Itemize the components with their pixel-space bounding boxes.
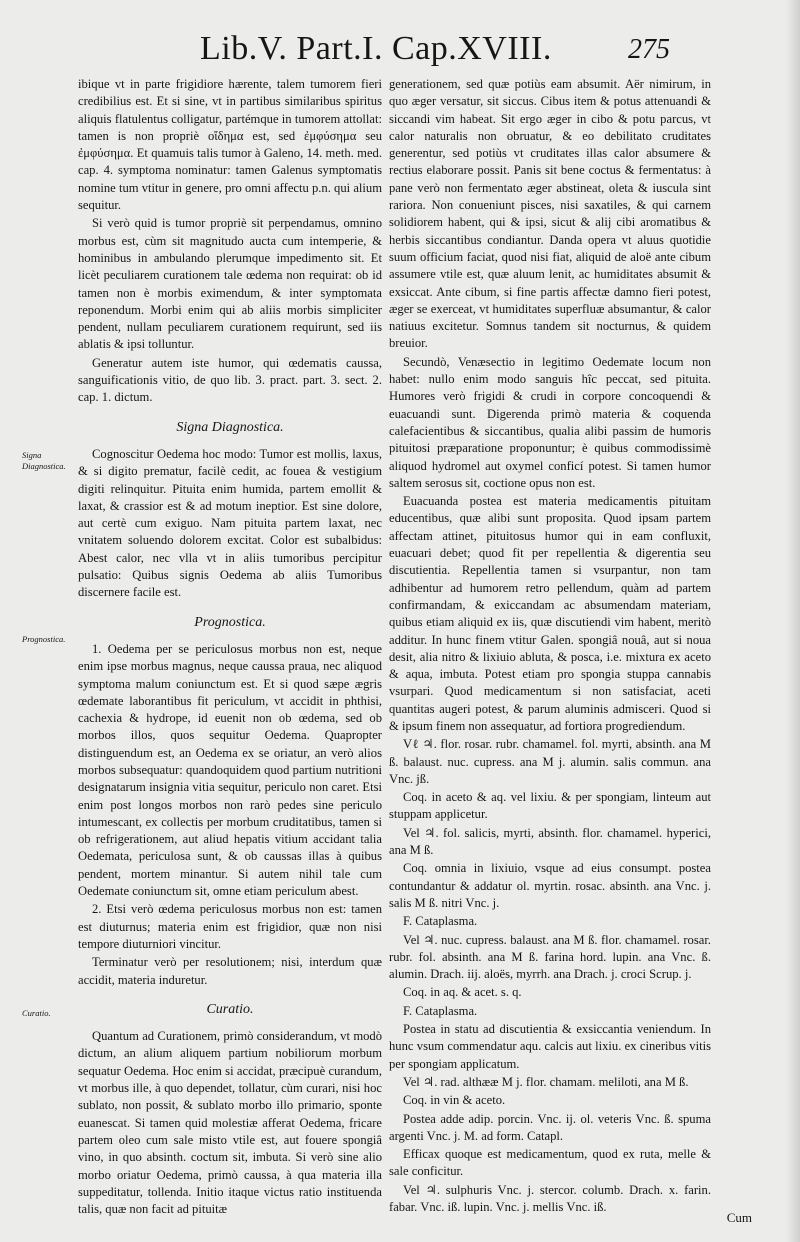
recipe-instruction: F. Cataplasma. (403, 1003, 478, 1018)
section-heading-curatio: Curatio. (206, 1001, 254, 1017)
recipe-instruction: Coq. in aceto & aq. vel lixiu. & per spongiam, linteum aut stuppam applicetur. (389, 790, 711, 822)
recipe: Vel ♃. sulphuris Vnc. j. stercor. columb. Drach. x. farin. fabar. Vnc. iß. lupin. Vnc. j. mellis Vnc. iß. (389, 1182, 711, 1214)
recipe: Vℓ ♃. flor. rosar. rubr. chamamel. fol. myrti, absinth. ana M ß. balaust. nuc. cupress. ana M j. alumin. salis commun. ana Vnc. jß. (389, 737, 711, 786)
paragraph: Si verò quid is tumor propriè sit perpendamus, omnino morbus est, cùm sit magnitudo aucta cum intemperie, & hominibus in ambulando plerumque impedimento sit. Et licèt peculiarem curationem tale œdema non requirat: ob id tamen non è morbis eximendum, & inter symptomata reponendum. Morbi enim qui ab aliis morbis simpliciter pendent, nullam peculiarem curationem requirunt, sed iis ablatis & ipsi tolluntur. (78, 216, 382, 352)
recipe-instruction: Coq. in vin & aceto. (403, 1093, 506, 1108)
paragraph: Secundò, Venæsectio in legitimo Oedemate locum non habet: nullo enim modo sanguis hîc peccat, sed pituita. Humores verò frigidi & crudi in corpore concoquendi & euacuandi sunt. Digerenda primò materia & coquenda calefacientibus & siccantibus, qualia alibi passim de humoris pituitosi præparatione proponuntur; è quibus commodissimè aliquod hydromel aut oxymel conficí potest. Si tamen humor saltem serosus sit, coctione opus non est. (389, 354, 711, 490)
paragraph: ibique vt in parte frigidiore hærente, talem tumorem fieri credibilius est. Et si sine, vt in partibus similaribus spiritus aliquis flatulentus colligatur, partémque in tumorem attollat: tamen is non propriè οἴδημα est, sed ἐμφύσημα seu ἐμφύσημα. Et quamuis talis tumor à Galeno, 14. meth. med. cap. 4. symptoma nominatur: tamen Galenus symptomatis nomine tum vtitur in genere, pro omni affectu p.n. qui alium sequitur. (78, 77, 382, 213)
paragraph: Quantum ad Curationem, primò considerandum, vt modò dictum, an alium aliquem partium nobiliorum morbum sequatur Oedema. Hoc enim si accidat, præcipuè curandum, vt morbus ille, à quo dependet, tollatur, cùm curari, nisi hoc sublato, non possit, & sublato morbo illo primario, sponte euanescat. Si tamen quid molestiæ afferat Oedema, fricare partem oleo cum sale misto vtile est, aut fouere spongiâ vino, in quo absinth. coctum sit, imbuta. Si verò sine alio morbo oriatur Oedema, primò caussa, à qua materia illa suppeditatur, tollenda. Initio itaque victus ratio instituenda talis, quæ non facit ad pituitæ (78, 1029, 382, 1217)
paragraph: 2. Etsi verò œdema periculosus morbus non est: tamen est diuturnus; materia enim est frigidior, quæ non nisi tempore diuturniori vincitur. (78, 902, 382, 951)
right-column (389, 76, 711, 1216)
section-heading-diagnosis: Signa Diagnostica. (176, 419, 284, 435)
paragraph: Postea in statu ad discutientia & exsiccantia veniendum. In hunc vsum commendatur aqu. calcis aut lixiu. ex cineribus vitis per spongiam applicatum. (389, 1022, 711, 1071)
left-column (78, 76, 382, 1218)
paragraph: Generatur autem iste humor, qui œdematis caussa, sanguificationis vitio, de quo lib. 3. pract. part. 3. sect. 2. cap. 1. dictum. (78, 355, 382, 405)
recipe-instruction: Postea adde adip. porcin. Vnc. ij. ol. veteris Vnc. ß. spuma argenti Vnc. j. M. ad form. Catapl. (389, 1111, 711, 1143)
margin-note-prognosis: Prognostica. (22, 634, 66, 644)
margin-note-diagnosis: Signa Diagnostica. (22, 450, 66, 471)
paragraph: Euacuanda postea est materia medicamentis pituitam educentibus, quæ alibi sunt proposita. Quod ipsam partem affectam attinet, pituitosus humor qui in eam confluxit, euacuari debet; quod fit per repellentia & digerentia seu discutientia. Repellentia tamen si vsurpantur, non tam adhibentur ad humorem retro pellendum, quàm ad partem confirmandam, & exiccandam ac absumendam materiam, quibus etiam aliquid ex iis, quæ discutiendi vim habent, meritò additur. In hunc finem vtitur Galen. spongiâ nouâ, aut si noua desit, alia nitro & lixiuio abluta, & posca, i.e. mixtura ex aceto & aqua, imbuta. Potest etiam pro spongia stuppa cannabis vsurpari. Quod medicamentum si non satisfaciat, aceti quantitas augeri potest, & parum aluminis admisceri. Quod si & ipsum finem non assequatur, ad fortiora progrediendum. (389, 494, 711, 733)
running-title: Lib.V. Part.I. Cap.XVIII. (200, 30, 552, 67)
page-header (0, 30, 800, 74)
recipe: Vel ♃. nuc. cupress. balaust. ana M ß. flor. chamamel. rosar. rubr. fol. absinth. ana M ß. farina hord. lupin. ana Vnc. ß. alumin. Drach. iij. aloës, myrrh. ana Drach. j. croci Scrup. j. (389, 932, 711, 982)
paragraph: Cognoscitur Oedema hoc modo: Tumor est mollis, laxus, & si digito prematur, facilè cedit, ac fouea & vestigium digiti relinquitur. Pituita enim humida, partem emollit & laxat, & crassior est & ad motum ineptior. Est sine dolore, aut certè cum exiguo. Nam pituita partem laxat, nec vnitatem soluendo dolorem excitat. Color est subalbidus: Abest calor, nec vlla vt in aliis tumoribus percipitur pulsatio: Quibus signis Oedema ab aliis Tumoribus discernere facile est. (78, 446, 382, 600)
page-edge-shadow (786, 0, 800, 1242)
margin-note-curatio: Curatio. (22, 1008, 51, 1018)
recipe-instruction: Coq. omnia in lixiuio, vsque ad eius consumpt. postea contundantur & addatur ol. myrtin. rosac. absinth. ana Vnc. j. salis M ß. nitri Vnc. j. (389, 861, 711, 910)
recipe: Vel ♃. fol. salicis, myrti, absinth. flor. chamamel. hyperici, ana M ß. (389, 825, 711, 858)
section-heading-prognosis: Prognostica. (194, 614, 266, 630)
recipe-instruction: Coq. in aq. & acet. s. q. (403, 985, 522, 1000)
paragraph: Terminatur verò per resolutionem; nisi, interdum quæ accidit, materia induretur. (78, 955, 382, 987)
paragraph: generationem, sed quæ potiùs eam absumit. Aër nimirum, in quo æger versatur, sit siccus. Cibus item & potus attenuandi & siccandi vim habeat. Sit ergo æger in cibo & potu parcus, vt calor naturalis non obruatur, & eo debilitato cruditates generentur, sed potiùs vt cruditates illas calor absumere & rectius elaborare possit. Panis sit bene coctus & fermentatus: à pane verò non fermentato æger abstineat, oleta & iuscula sint rariora. Non conueniunt pisces, nisi saxatiles, & qui carnem solidiorem habent, qui & ipsi, sicut & alij cibi aromatibus & herbis siccantibus condiantur. Danda opera vt aluus quotidie suum officium faciat, quod nisi fiat, aliquid de aloë ante cibum assumere vtile est, quæ aluum lenit, ac humiditates absumit & exsiccat. Ante cibum, si fine partis affectæ damno fieri potest, æger se exerceat, vt humiditates superfluæ absumantur, & calor natiuus excitetur. Somnus tandem sit nocturnus, & quidem breuior. (389, 77, 711, 351)
recipe: Vel ♃. rad. althææ M j. flor. chamam. meliloti, ana M ß. (403, 1074, 689, 1089)
page-number: 275 (628, 34, 670, 65)
recipe-instruction: F. Cataplasma. (403, 914, 478, 929)
catchword: Cum (726, 1210, 752, 1225)
paragraph: Efficax quoque est medicamentum, quod ex ruta, melle & sale conficitur. (389, 1147, 711, 1179)
paragraph: 1. Oedema per se periculosus morbus non est, neque enim ipse morbus magnus, neque caussa praua, nec aliquod symptoma malum coniunctum est. Et si quod sæpe ægris œdemate laborantibus fit periculum, vt accidit in phthisi, cachexia & hydrope, id euenit non ob œdema, sed ob morbos illos, quos sequitur Oedema. Quapropter distinguendum est, an Oedema ex se oriatur, an verò alios morbos subsequatur: quandoquidem quod partium nutritioni designatarum insignia vitia sequitur, periculo non caret. Etsi enim post longos morbos non rarò pedes sine periculo intumescant, ex collectis per morbum cruditatibus, tamen si ob refrigerationem, aut aliud hepatis vitium accidant talia Oedemata, periculosa sunt, & ob caussas illas à quibus pendent, mortem minantur. Si autem nihil tale cum Oedemate coniunctum sit, omne etiam periculum abest. (78, 641, 382, 899)
